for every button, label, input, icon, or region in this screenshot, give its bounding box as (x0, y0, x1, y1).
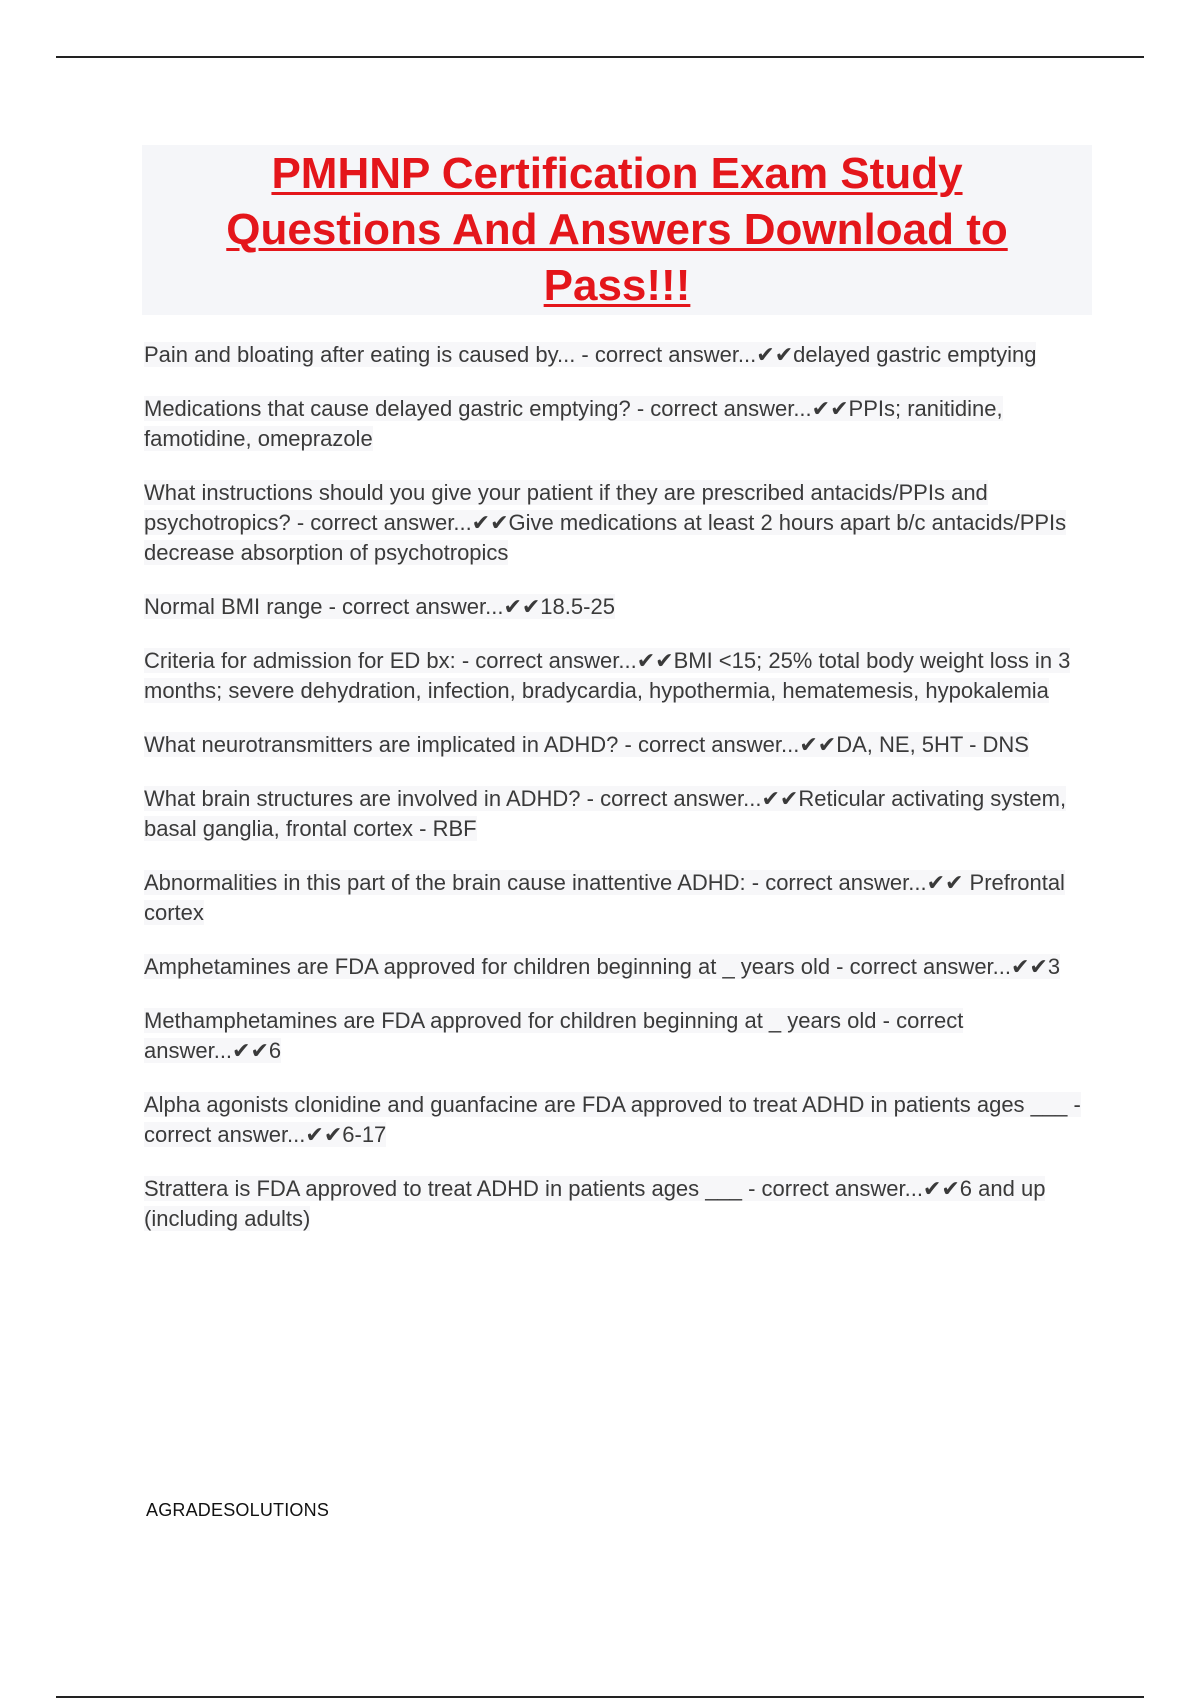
qa-item (144, 952, 1084, 982)
qa-item (144, 1006, 1084, 1066)
qa-item (144, 1174, 1084, 1234)
qa-item-text: Criteria for admission for ED bx: - correct answer...✔✔BMI <15; 25% total body weight loss in 3 months; severe dehydration, infection, bradycardia, hypothermia, hematemesis, hypokalemia (144, 648, 1071, 703)
document-title: PMHNP Certification Exam Study Questions And Answers Download to Pass!!! (226, 149, 1008, 310)
qa-item-text: Amphetamines are FDA approved for children beginning at _ years old - correct answer...✔✔3 (144, 954, 1061, 979)
qa-item (144, 592, 1084, 622)
qa-item (144, 1090, 1084, 1150)
qa-item-text: Strattera is FDA approved to treat ADHD in patients ages ___ - correct answer...✔✔6 and up (including adults) (144, 1176, 1046, 1231)
qa-list (144, 340, 1084, 1258)
qa-item-text: Pain and bloating after eating is caused by... - correct answer...✔✔delayed gastric emptying (144, 342, 1037, 367)
qa-item-text: What instructions should you give your patient if they are prescribed antacids/PPIs and psychotropics? - correct answer...✔✔Give medications at least 2 hours apart b/c antacids/PPIs decrease absorption of psychotropics (144, 480, 1067, 565)
qa-item (144, 340, 1084, 370)
qa-item (144, 784, 1084, 844)
qa-item-text: What neurotransmitters are implicated in ADHD? - correct answer...✔✔DA, NE, 5HT - DNS (144, 732, 1029, 757)
qa-item-text: Alpha agonists clonidine and guanfacine are FDA approved to treat ADHD in patients ages ___ - correct answer...✔✔6-17 (144, 1092, 1081, 1147)
qa-item (144, 730, 1084, 760)
qa-item (144, 478, 1084, 568)
footer-brand: AGRADESOLUTIONS (146, 1500, 330, 1520)
qa-item-text: Methamphetamines are FDA approved for children beginning at _ years old - correct answer...✔✔6 (144, 1008, 964, 1063)
title-banner (142, 145, 1092, 315)
qa-item (144, 646, 1084, 706)
bottom-rule (56, 1696, 1144, 1698)
qa-item-text: What brain structures are involved in ADHD? - correct answer...✔✔Reticular activating system, basal ganglia, frontal cortex - RBF (144, 786, 1067, 841)
qa-item (144, 868, 1084, 928)
qa-item-text: Abnormalities in this part of the brain cause inattentive ADHD: - correct answer...✔✔ Prefrontal cortex (144, 870, 1065, 925)
top-rule (56, 56, 1144, 58)
qa-item-text: Medications that cause delayed gastric emptying? - correct answer...✔✔PPIs; ranitidine, famotidine, omeprazole (144, 396, 1003, 451)
qa-item (144, 394, 1084, 454)
qa-item-text: Normal BMI range - correct answer...✔✔18.5-25 (144, 594, 615, 619)
